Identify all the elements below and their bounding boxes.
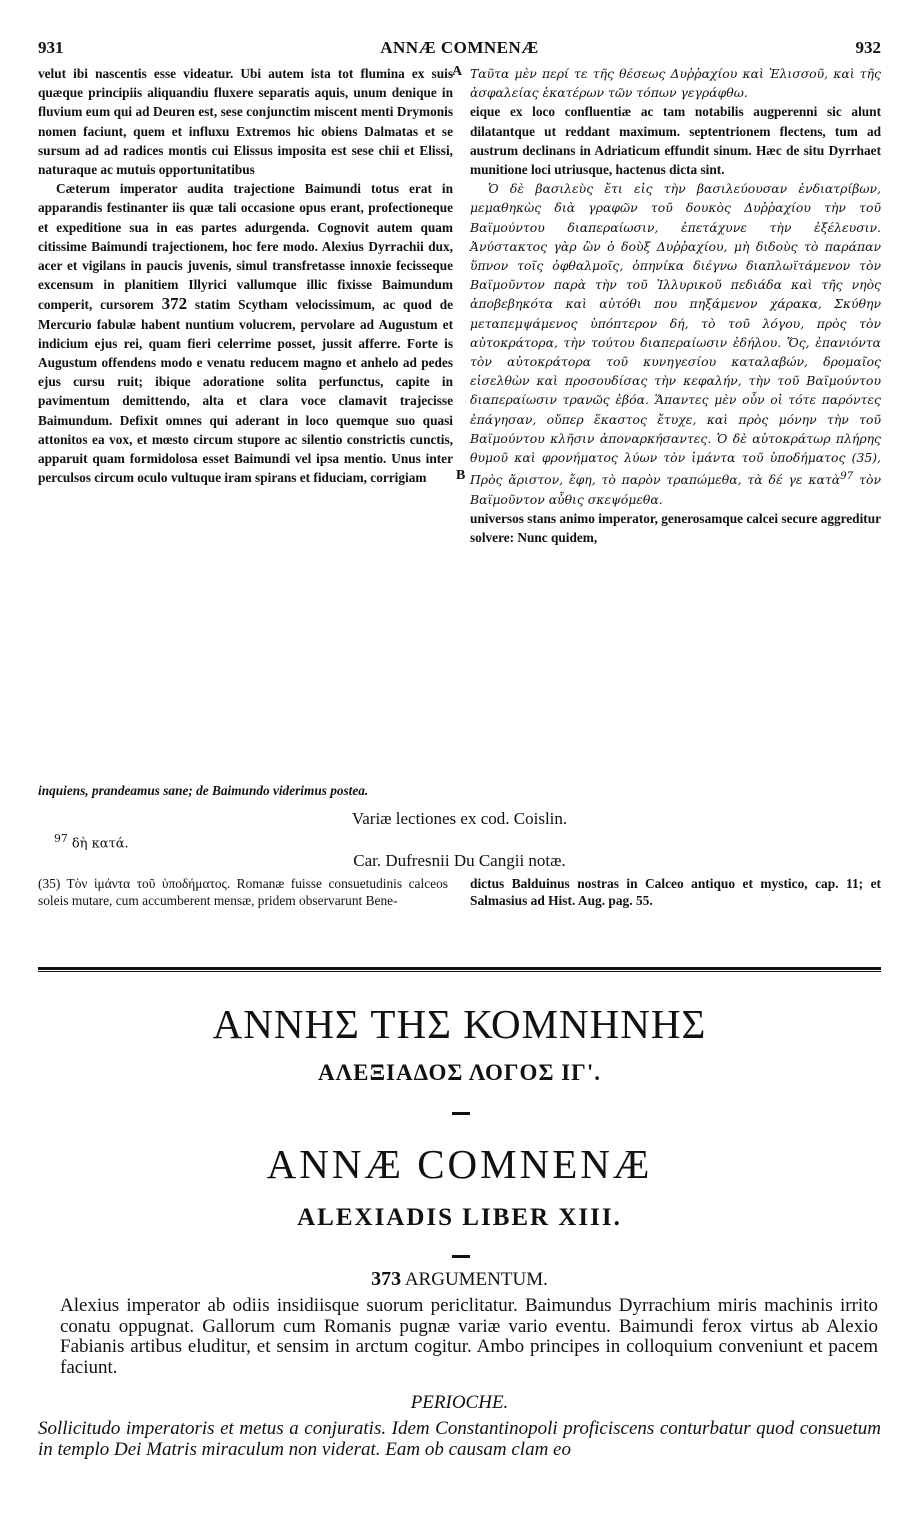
margin-marker-a: A	[452, 64, 463, 79]
running-title: ANNÆ COMNENÆ	[380, 38, 539, 57]
greek-book-subtitle: ΑΛΕΞΙΑΔΟΣ ΛΟΓΟΣ ΙΓ'.	[318, 1060, 601, 1085]
title-dash-2	[452, 1255, 470, 1258]
latin-paragraph-2-start: Cæterum imperator audita trajectione Baimundi totus erat in apparandis festinanter iis quæ tali occasione opus erant, profectioneque et expeditione sua in eas partes adurgenda. Cognovit autem quam citissime Baimundi trajectionem, hoc fere modo. Alexius Dyrrachii dux, acer et vigilans in paucis juvenis, simul transfretasse innoxie fecisseque excensum in planitiem Illyrici vallumque illic fixisse Baimundum comperit, cursorem	[38, 181, 453, 313]
argument-heading	[0, 1268, 919, 1291]
latin-paragraph-1: velut ibi nascentis esse videatur. Ubi autem ista tot flumina ex suis quæque principiis aliquandiu fluxere separatis aquis, unum denique in fluvium eum qui ad Deuren est, sese conjunctim miscent menti Drymonis nomen faciunt, quem et influxu Extremos hic obiens Dalmatas et se sursum ad ad radices montis cui Elissus imposita est sese chii et Elissi, naturaque ac mutuis opportunitatibus	[38, 66, 453, 178]
footnote-left: (35) Τὸν ἱμάντα τοῦ ὑποδήματος. Romanæ fuisse consuetudinis calceos soleis mutare, cum accumberent mensæ, pridem observarunt Bene-	[38, 876, 448, 908]
latin-book-subtitle: ALEXIADIS LIBER XIII.	[297, 1204, 622, 1231]
latin-paragraph-2-end: statim Scytham velocissimum, ac quod de Mercurio fabulæ habent nuntium volucrem, pervolare ad Augustum et indicium ejus rei, quam fieri celerrime posset, jussit afferre. Forte is Augustum offendens modo e venatu reducem magno et anhelo ad pedes ejus cursu ruit; ibique adoratione solita perfunctus, capite in pavimentum demittendo, alta et clara voce clamavit trajecisse Baimundum. Defixit omnes qui aderant in loco quemque suo quasi attonitos ea vox, et mœsto circum stupore ac silentio constrictis cunctis, apparuit quam formidolosa esset Baimundi vel ipsa mentio. Unus inter perculsos circum oculo vultuque iram spirans et fiduciam, corrigiam	[38, 297, 454, 486]
latin-book-title: ANNÆ COMNENÆ	[266, 1141, 653, 1187]
inline-page-number: 372	[161, 294, 188, 314]
greek-paragraph-2	[470, 179, 881, 509]
variant-note-text: δὴ κατά.	[71, 836, 129, 852]
title-dash-1	[452, 1112, 470, 1115]
argument-page-number: 373	[371, 1268, 402, 1290]
argument-text: Alexius imperator ab odiis insidiisque suorum periclitatur. Baimundus Dyrrachium miris machinis irrito conatu oppugnat. Gallorum cum Romanis pugnæ variæ vario eventu. Baimundi ferox virtus ab Alexio Fabianis artibus eluditur, et sensim in arctum cogitur. Ambo principes in colloquium conveniunt et pacem faciunt.	[60, 1295, 878, 1378]
greek-paragraph-2-end: τὸν Βαϊμοῦντον αὖθις σκεψόμεθα.	[470, 472, 881, 507]
section-rule	[38, 967, 881, 970]
periochae-heading: PERIOCHE.	[410, 1392, 509, 1413]
left-page-number: 931	[38, 38, 64, 57]
greek-column	[470, 64, 881, 547]
variant-note	[54, 832, 129, 851]
greek-book-title: ΑΝΝΗΣ ΤΗΣ ΚΟΜΝΗΝΗΣ	[212, 1001, 707, 1047]
latin-continuation-1: eique ex loco confluentiæ ac tam notabilis augperenni sic alunt dilatantque ut reddant maximum. septentrionem flectens, tum ad austrum declinans in Adriaticum effundit sinum. Hæc de situ Dyrrhaet munitione loci utriusque, hactenus dicta sint.	[470, 104, 881, 178]
footnote-right: dictus Balduinus nostras in Calceo antiquo et mystico, cap. 11; et Salmasius ad Hist. Aug. pag. 55.	[470, 876, 881, 908]
periochae-text: Sollicitudo imperatoris et metus a conjuratis. Idem Constantinopoli proficiscens conturbatur quod consuetum in templo Dei Matris miraculum non viderat. Eam ob causam clam eo	[38, 1418, 881, 1460]
notes-heading: Car. Dufresnii Du Cangii notæ.	[353, 851, 566, 870]
greek-paragraph-1: Ταῦτα μὲν περί τε τῆς θέσεως Δυῤῥαχίου καὶ Ἐλισσοῦ, καὶ τῆς ἀσφαλείας ἑκατέρων τῶν τόπων γεγράφθω.	[470, 66, 881, 101]
latin-column	[38, 64, 453, 487]
latin-paragraph-2	[38, 179, 453, 487]
margin-marker-b: B	[456, 468, 466, 483]
variant-note-number: 97	[54, 832, 68, 845]
latin-tail-line	[38, 781, 881, 800]
right-page-number: 932	[855, 38, 881, 57]
variant-reference-97: 97	[840, 470, 854, 483]
section-rule-thin	[38, 971, 881, 972]
greek-paragraph-2-body: Ὁ δὲ βασιλεὺς ἔτι εἰς τὴν βασιλεύουσαν ἐνδιατρίβων, μεμαθηκὼς διὰ γραφῶν τοῦ δουκὸς Δυῤῥαχίου τὴν τοῦ Βαϊμούντου διαπεραίωσιν, ἐπετάχυνε τὴν ἐξέλευσιν. Ἀνύστακτος γὰρ ὢν ὁ δοὺξ Δυῤῥαχίου, μὴ διδοὺς τὸ παράπαν ὕπνον τοῖς ὀφθαλμοῖς, ὁπηνίκα διέγνω διαπλωϊτάμενον τὸν Βαϊμοῦντον παρὰ τὴν τοῦ Ἰλλυρικοῦ πεδιάδα καὶ τῆς νηὸς ἀποβεβηκότα καὶ αὐτόθι που πηξάμενον χάρακα, Σκύθην μεταπεμψάμενος ὑπόπτερον δή, τὸ τοῦ λόγου, πρὸς τὸν αὐτοκράτορα, τὴν τούτου διαπεραίωσιν ἐδήλου. Ὅς, ἐπανιόντα τὸν αὐτοκράτορα τοῦ κυνηγεσίου καταλαβών, δρομαῖος εἰσελθὼν καὶ προσουδίσας τὴν κεφαλήν, τὴν τοῦ Βαϊμούντου διαπεραίωσιν τρανῶς ἐβόα. Ἅπαντες μὲν οὖν οἱ τότε παρόντες ἐπάγησαν, οὔπερ ἕκαστος ἔτυχε, καὶ πρὸς μόνην τὴν τοῦ Βαϊμούντου κλῆσιν ἀποναρκήσαντες. Ὁ δὲ αὐτοκράτωρ πλήρης θυμοῦ καὶ φρονήματος λύων τὸν ἱμάντα τοῦ ὑποδήματος (35), Πρὸς ἄριστον, ἔφη, τὸ παρὸν τραπώμεθα, τὰ δέ γε κατὰ	[470, 181, 881, 488]
argument-heading-text: ARGUMENTUM.	[404, 1269, 548, 1290]
latin-continuation-2: universos stans animo imperator, generosamque calcei secure aggreditur solvere: Nunc quidem,	[470, 510, 881, 545]
variants-heading: Variæ lectiones ex cod. Coislin.	[351, 809, 568, 828]
running-header	[38, 38, 881, 60]
latin-tail-text: inquiens, prandeamus sane; de Baimundo viderimus postea.	[38, 783, 369, 798]
